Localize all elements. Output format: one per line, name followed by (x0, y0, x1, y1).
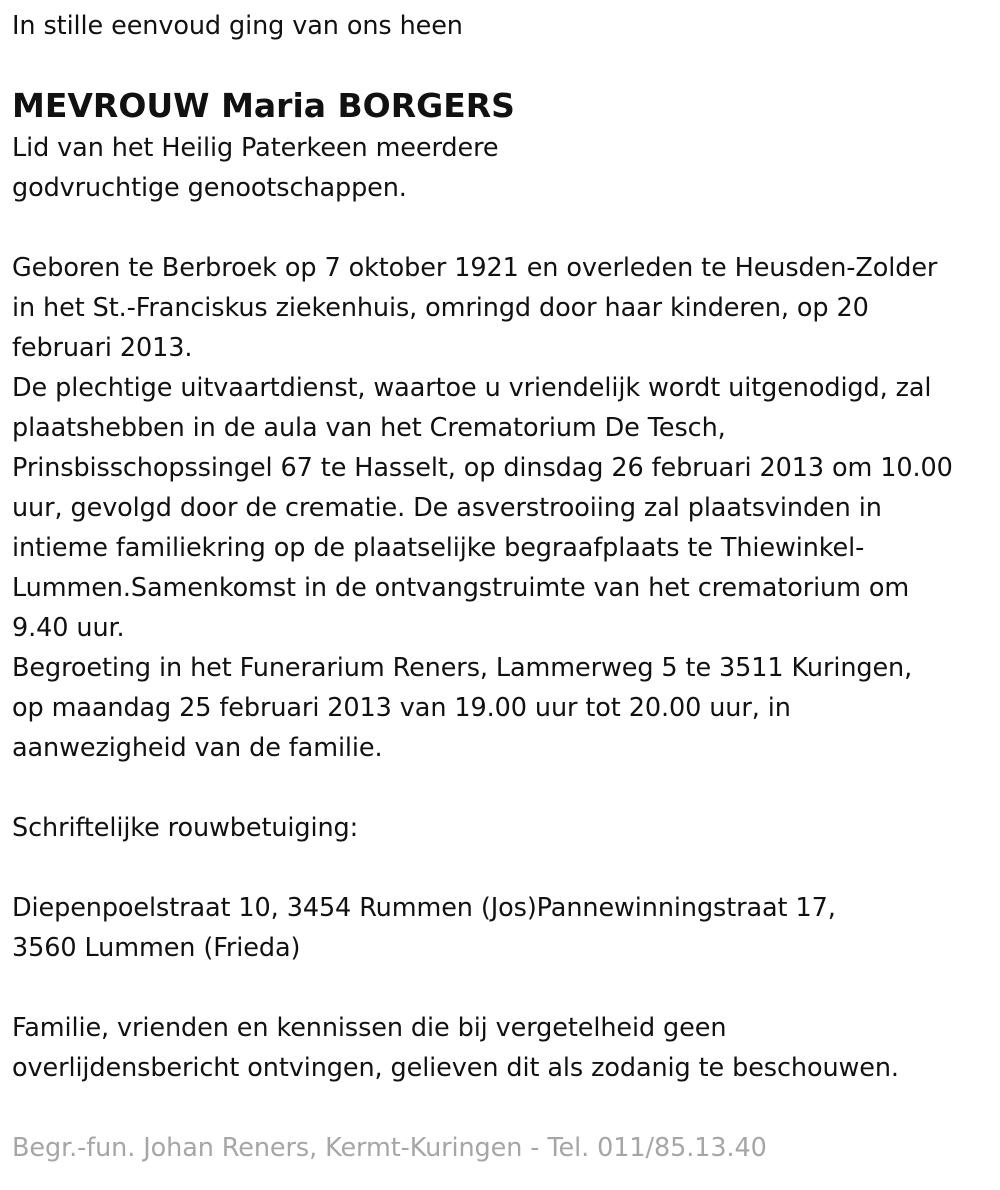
body-line: Prinsbisschopssingel 67 te Hasselt, op dinsdag 26 februari 2013 om 10.00 (12, 453, 953, 483)
announcement-body (12, 248, 988, 768)
body-line: februari 2013. (12, 333, 193, 363)
condolence-label: Schriftelijke rouwbetuiging: (12, 813, 359, 843)
closing-line: Familie, vrienden en kennissen die bij vergetelheid geen (12, 1013, 727, 1043)
closing-note (12, 1008, 988, 1088)
body-line: Geboren te Berbroek op 7 oktober 1921 en overleden te Heusden-Zolder (12, 253, 938, 283)
body-line: op maandag 25 februari 2013 van 19.00 uur tot 20.00 uur, in (12, 693, 791, 723)
body-line: 9.40 uur. (12, 613, 125, 643)
body-line: De plechtige uitvaartdienst, waartoe u vriendelijk wordt uitgenodigd, zal (12, 373, 932, 403)
body-line: intieme familiekring op de plaatselijke begraafplaats te Thiewinkel- (12, 533, 865, 563)
body-line: Lummen.Samenkomst in de ontvangstruimte van het crematorium om (12, 573, 910, 603)
body-line: plaatshebben in de aula van het Crematorium De Tesch, (12, 413, 726, 443)
body-line: uur, gevolgd door de crematie. De asverstrooiing zal plaatsvinden in (12, 493, 882, 523)
membership-line: Lid van het Heilig Paterkeen meerdere (12, 133, 499, 163)
funeral-home-footer: Begr.-fun. Johan Reners, Kermt-Kuringen - Tel. 011/85.13.40 (12, 1133, 767, 1163)
deceased-name: MEVROUW Maria BORGERS (12, 86, 515, 125)
membership-line: godvruchtige genootschappen. (12, 173, 407, 203)
condolence-addresses (12, 888, 988, 968)
address-line: Diepenpoelstraat 10, 3454 Rummen (Jos)Pannewinningstraat 17, (12, 893, 836, 923)
body-line: in het St.-Franciskus ziekenhuis, omringd door haar kinderen, op 20 (12, 293, 869, 323)
address-line: 3560 Lummen (Frieda) (12, 933, 301, 963)
intro-line: In stille eenvoud ging van ons heen (12, 11, 463, 41)
body-line: aanwezigheid van de familie. (12, 733, 383, 763)
closing-line: overlijdensbericht ontvingen, gelieven dit als zodanig te beschouwen. (12, 1053, 899, 1083)
membership-block (12, 128, 988, 208)
body-line: Begroeting in het Funerarium Reners, Lammerweg 5 te 3511 Kuringen, (12, 653, 913, 683)
